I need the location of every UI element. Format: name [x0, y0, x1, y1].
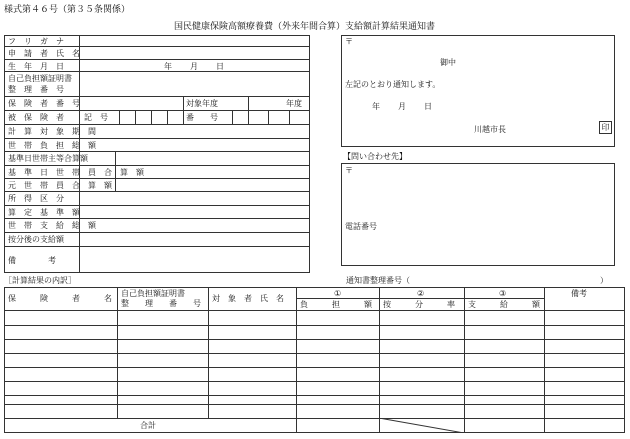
insured-label: 被 保 険 者	[8, 113, 64, 122]
target-year-unit: 年度	[286, 99, 302, 108]
col-1-mark: ①	[334, 289, 342, 298]
birth-day-unit: 日	[216, 62, 224, 71]
calc-base-label: 算 定 基 準 額	[8, 208, 80, 217]
calc-period-label: 計 算 対 象 期 間	[8, 127, 96, 136]
col-3-header: 支 給 額	[468, 300, 540, 309]
self-pay-cert-label-2: 整 理 番 号	[8, 85, 64, 94]
honorific: 御中	[440, 58, 456, 67]
insurer-number-label: 保 険 者 番 号	[8, 99, 80, 108]
household-total-label: 世 帯 負 担 総 額	[8, 141, 96, 150]
col-remarks-header: 備考	[571, 289, 587, 298]
income-class-label: 所 得 区 分	[8, 194, 64, 203]
furigana-label: フ リ ガ ナ	[8, 37, 64, 46]
col-1-header: 負 担 額	[300, 300, 372, 309]
former-member-total-label: 元 世 帯 員 合 算 額	[8, 181, 112, 190]
inquiry-box	[341, 163, 615, 266]
inquiry-postal-mark: 〒	[345, 166, 353, 175]
phone-label: 電話番号	[345, 222, 377, 231]
birth-year-unit: 年	[164, 62, 172, 71]
notice-postal-mark: 〒	[345, 37, 353, 46]
col-3-mark: ③	[499, 289, 507, 298]
notice-year-unit: 年	[372, 102, 380, 111]
col-cert-header-1: 自己負担額証明書	[121, 289, 185, 298]
mayor-label: 川越市長	[474, 125, 506, 134]
notice-number-close: ）	[600, 276, 608, 285]
col-target-name-header: 対 象 者 氏 名	[212, 294, 284, 303]
target-year-label: 対象年度	[186, 99, 218, 108]
birth-month-unit: 月	[190, 62, 198, 71]
col-2-header: 按 分 率	[383, 300, 455, 309]
notice-month-unit: 月	[398, 102, 406, 111]
notice-number-label: 通知書整理番号（	[346, 276, 410, 285]
prorated-payment-label: 按分後の支給額	[8, 235, 64, 244]
symbol-label: 記 号	[84, 113, 108, 122]
inquiry-heading: 【問い合わせ先】	[343, 152, 407, 161]
base-head-total-label: 基準日世帯主等合算額	[8, 154, 88, 163]
col-cert-header-2: 整 理 番 号	[121, 299, 201, 308]
household-payment-label: 世 帯 支 給 総 額	[8, 221, 96, 230]
col-insurer-header: 保 険 者 名	[8, 294, 112, 303]
birth-date-label: 生 年 月 日	[8, 62, 64, 71]
notice-day-unit: 日	[424, 102, 432, 111]
remarks-label: 備 考	[8, 256, 56, 265]
breakdown-heading: ［計算結果の内訳］	[4, 276, 76, 285]
total-label: 合計	[140, 421, 156, 430]
self-pay-cert-label-1: 自己負担額証明書	[8, 74, 72, 83]
number-label: 番 号	[186, 113, 218, 122]
ratio-total-slash	[379, 418, 464, 433]
base-member-total-label: 基 準 日 世 帯 員 合 算 額	[8, 168, 144, 177]
notice-text: 左記のとおり通知します。	[345, 80, 441, 89]
seal-stamp: 印	[599, 121, 612, 134]
applicant-name-label: 申 請 者 氏 名	[8, 49, 80, 58]
col-2-mark: ②	[417, 289, 425, 298]
page-title: 国民健康保険高額療養費（外来年間合算）支給額計算結果通知書	[174, 22, 436, 32]
form-number: 様式第４６号（第３５条関係）	[4, 5, 131, 15]
